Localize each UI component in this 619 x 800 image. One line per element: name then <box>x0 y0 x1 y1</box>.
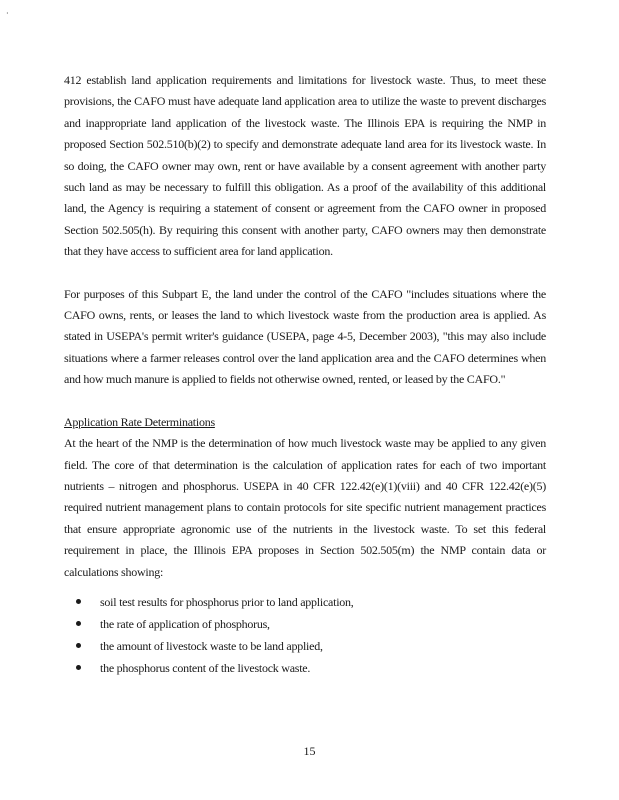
list-item-text: the rate of application of phosphorus, <box>100 616 270 631</box>
list-item-text: soil test results for phosphorus prior to land application, <box>100 594 354 609</box>
bullet-dot-icon <box>76 599 81 604</box>
list-item <box>64 657 546 679</box>
page-number: 15 <box>303 744 316 758</box>
bullet-dot-icon <box>76 643 81 648</box>
list-item-text: the amount of livestock waste to be land applied, <box>100 638 323 653</box>
bullet-dot-icon <box>76 665 81 670</box>
list-item <box>64 635 546 657</box>
paragraph-land-under-control: For purposes of this Subpart E, the land under the control of the CAFO "includes situations where the CAFO owns, rents, or leases the land to which livestock waste from the production area is applied. As stated in USEPA's permit writer's guidance (USEPA, page 4-5, December 2003), "this may also include situations where a farmer releases control over the land application area and the CAFO determines when and how much manure is applied to fields not otherwise owned, rented, or leased by the CAFO." <box>64 286 546 387</box>
page-body <box>64 70 546 679</box>
section-heading-application-rate: Application Rate Determinations <box>64 414 215 429</box>
bullet-list <box>64 591 546 679</box>
list-item-text: the phosphorus content of the livestock waste. <box>100 660 311 675</box>
corner-mark: · <box>6 9 9 18</box>
list-item <box>64 591 546 613</box>
paragraph-application-rate: At the heart of the NMP is the determination of how much livestock waste may be applied to any given field. The core of that determination is the calculation of application rates for each of two important nutrients – nitrogen and phosphorus. USEPA in 40 CFR 122.42(e)(1)(viii) and 40 CFR 122.42(e)(5) required nutrient management plans to contain protocols for site specific nutrient management practices that ensure appropriate agronomic use of the nutrients in the livestock waste. To set this federal requirement in place, the Illinois EPA proposes in Section 502.505(m) the NMP contain data or calculations showing: <box>64 436 546 579</box>
bullet-dot-icon <box>76 621 81 626</box>
list-item <box>64 613 546 635</box>
paragraph-land-application-area: 412 establish land application requirements and limitations for livestock waste. Thus, to meet these provisions, the CAFO must have adequate land application area to utilize the waste to prevent discharges and inappropriate land application of the livestock waste. The Illinois EPA is requiring the NMP in proposed Section 502.510(b)(2) to specify and demonstrate adequate land area for its livestock waste. In so doing, the CAFO owner may own, rent or have available by a consent agreement with another party such land as may be necessary to fulfill this obligation. As a proof of the availability of this additional land, the Agency is requiring a statement of consent or agreement from the CAFO owner in proposed Section 502.505(h). By requiring this consent with another party, CAFO owners may then demonstrate that they have access to sufficient area for land application. <box>64 73 546 259</box>
